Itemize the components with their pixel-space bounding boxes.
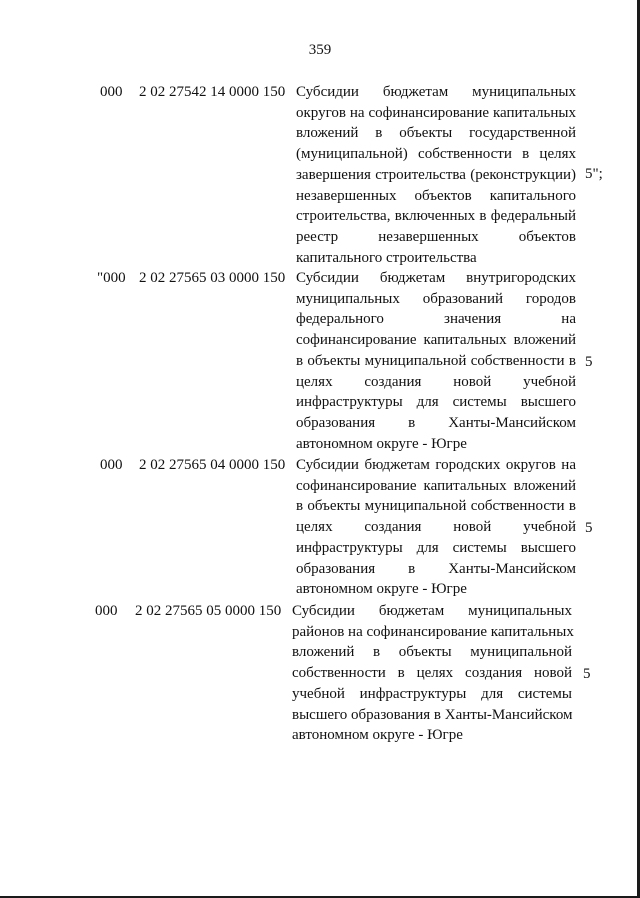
description-line: районов на софинансирование капитальных [292,623,574,640]
description-line: округов на софинансирование капитальных [296,104,576,121]
description-line: реестр незавершенных объектов [296,228,576,245]
description-line: автономном округе - Югре [292,727,463,744]
admin-code: 000 [100,84,123,100]
description-line: строительства, включенных в федеральный [296,208,576,225]
description-line: софинансирование капитальных вложений [296,332,576,349]
page-number: 359 [308,42,332,58]
description-line: автономном округе - Югре [296,581,467,598]
distribution-norm: 5 [583,666,591,682]
description-line: в объекты муниципальной собственности в [296,498,576,515]
description-line: целях создания новой учебной [296,519,576,536]
budget-classification-code: 2 02 27542 14 0000 150 [139,84,286,100]
description-line: федерального значения на [296,311,576,328]
description-line: автономном округе - Югре [296,435,467,452]
description-line: капитального строительства [296,249,477,266]
budget-classification-code: 2 02 27565 03 0000 150 [139,270,286,286]
description-line: незавершенных объектов капитального [296,187,576,204]
distribution-norm: 5 [585,520,593,536]
distribution-norm: 5 [585,354,593,370]
description-line: вложений в объекты муниципальной [292,644,572,661]
admin-code: 000 [95,603,118,619]
revenue-description [296,455,576,600]
admin-code: "000 [97,270,126,286]
revenue-description [296,82,576,268]
admin-code: 000 [100,457,123,473]
description-line: Субсидии бюджетам внутригородских [296,270,576,286]
revenue-description [292,601,572,746]
description-line: софинансирование капитальных вложений [296,477,576,494]
description-line: завершения строительства (реконструкции) [296,166,576,183]
budget-classification-code: 2 02 27565 04 0000 150 [139,457,286,473]
description-line: образования в Ханты-Мансийском [296,414,576,431]
budget-classification-code: 2 02 27565 05 0000 150 [135,603,282,619]
description-line: вложений в объекты государственной [296,125,576,142]
distribution-norm: 5"; [585,166,603,182]
description-line: Субсидии бюджетам городских округов на [296,457,576,473]
description-line: инфраструктуры для системы высшего [296,539,576,556]
description-line: образования в Ханты-Мансийском [296,560,576,577]
description-line: в объекты муниципальной собственности в [296,352,576,369]
revenue-description [296,268,576,454]
description-line: целях создания новой учебной [296,373,576,390]
description-line: высшего образования в Ханты-Мансийском [292,706,573,723]
description-line: Субсидии бюджетам муниципальных [296,84,576,100]
description-line: муниципальных образований городов [296,290,576,307]
description-line: собственности в целях создания новой [292,665,572,682]
description-line: инфраструктуры для системы высшего [296,394,576,411]
description-line: Субсидии бюджетам муниципальных [292,603,572,619]
description-line: учебной инфраструктуры для системы [292,685,572,702]
description-line: (муниципальной) собственности в целях [296,146,576,163]
